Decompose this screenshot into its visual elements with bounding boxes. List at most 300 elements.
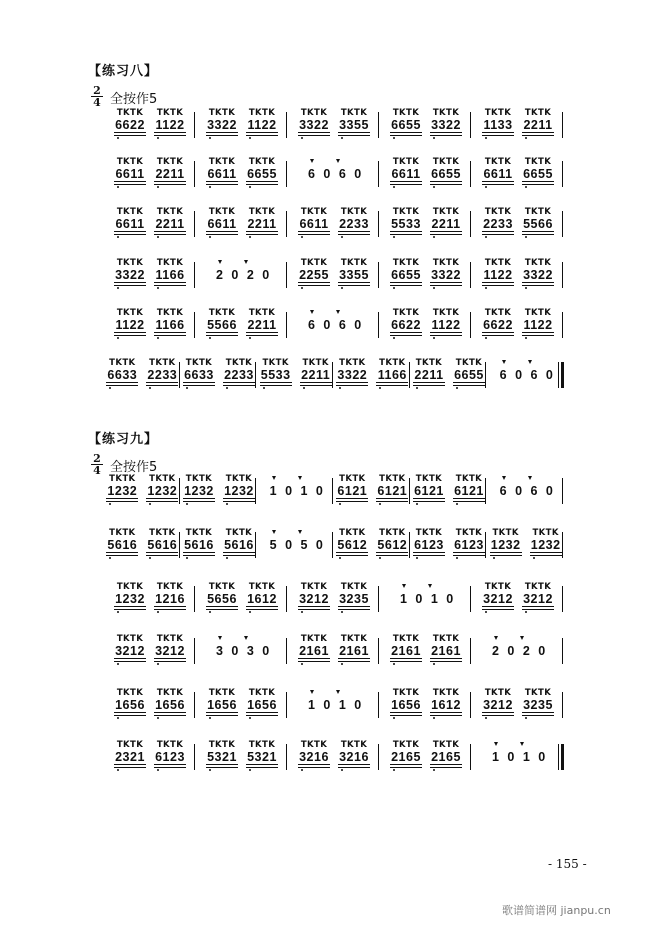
articulation-label: TKTK — [484, 688, 512, 698]
sixteenth-underline — [376, 555, 408, 556]
low-octave-dot — [157, 337, 159, 339]
low-octave-dot — [393, 717, 395, 719]
low-octave-dot — [393, 137, 395, 139]
accent-mark-icon — [298, 476, 302, 480]
note-digits: 1232 — [530, 538, 561, 552]
articulation-label: TKTK — [156, 634, 184, 644]
sixteenth-underline — [482, 285, 514, 286]
sixteenth-underline — [490, 555, 522, 556]
barline — [470, 312, 471, 338]
note-digits: 5612 — [337, 538, 368, 552]
sixteenth-underline — [390, 767, 422, 768]
low-octave-dot — [393, 186, 395, 188]
articulation-label: TKTK — [340, 634, 368, 644]
sixteenth-underline — [413, 385, 445, 386]
sixteenth-underline — [246, 715, 278, 716]
measure — [181, 474, 258, 514]
note-digits: 5321 — [247, 750, 277, 764]
articulation-label: TKTK — [208, 308, 236, 318]
articulation-label: TKTK — [524, 308, 552, 318]
note-group — [204, 582, 240, 622]
sixteenth-underline — [336, 385, 368, 386]
low-octave-dot — [301, 287, 303, 289]
note-digits: 6611 — [115, 167, 145, 181]
sixteenth-underline — [154, 767, 186, 768]
note-digits: 1656 — [155, 698, 185, 712]
sixteenth-underline — [413, 555, 445, 556]
note-group — [528, 528, 564, 568]
note-digits: 1232 — [107, 484, 138, 498]
sixteenth-underline — [430, 135, 462, 136]
note-digits: 1232 — [147, 484, 178, 498]
eighth-underline — [482, 132, 514, 133]
accent-mark-icon — [528, 360, 532, 364]
eighth-underline — [490, 552, 522, 553]
eighth-underline — [183, 498, 215, 499]
barline — [562, 211, 563, 237]
eighth-underline — [413, 382, 445, 383]
sixteenth-underline — [298, 661, 330, 662]
note-digits: 1656 — [247, 698, 277, 712]
sixteenth-underline — [338, 135, 370, 136]
note-digits: 3212 — [523, 592, 553, 606]
barline — [332, 478, 333, 504]
low-octave-dot — [301, 663, 303, 665]
articulation-label: TKTK — [109, 358, 136, 368]
eighth-underline — [430, 181, 462, 182]
exercise8-time-signature — [86, 85, 108, 108]
note-digits: 3322 — [523, 268, 553, 282]
eighth-underline — [298, 606, 330, 607]
quarter-notes: 1 0 1 0 — [269, 484, 323, 498]
articulation-label: TKTK — [248, 582, 276, 592]
sixteenth-underline — [390, 335, 422, 336]
sixteenth-underline — [154, 135, 186, 136]
accent-mark-icon — [310, 159, 314, 163]
articulation-label: TKTK — [156, 688, 184, 698]
note-digits: 3322 — [299, 118, 329, 132]
note-group — [334, 358, 370, 398]
articulation-label: TKTK — [248, 688, 276, 698]
articulation-label: TKTK — [156, 582, 184, 592]
note-group — [112, 308, 148, 348]
measure — [181, 528, 258, 568]
measure — [411, 528, 488, 568]
eighth-underline — [154, 712, 186, 713]
eighth-underline — [223, 498, 255, 499]
sixteenth-underline — [246, 184, 278, 185]
articulation-label: TKTK — [392, 688, 420, 698]
meter-denominator: 4 — [93, 464, 101, 477]
note-digits: 2165 — [431, 750, 461, 764]
eighth-underline — [206, 606, 238, 607]
note-digits: 1232 — [224, 484, 254, 498]
note-digits: 6655 — [454, 368, 484, 382]
note-group — [204, 688, 240, 728]
barline — [470, 692, 471, 718]
note-group — [152, 634, 188, 674]
sixteenth-underline — [246, 135, 278, 136]
barline — [255, 362, 256, 388]
accent-mark-icon — [502, 476, 506, 480]
note-group — [296, 634, 332, 674]
note-digits: 2211 — [414, 368, 444, 382]
barline — [470, 638, 471, 664]
staff-row — [104, 474, 564, 514]
note-digits: 3355 — [339, 118, 369, 132]
measure — [380, 634, 472, 674]
sixteenth-underline — [106, 501, 138, 502]
sixteenth-underline — [223, 501, 255, 502]
low-octave-dot — [485, 337, 487, 339]
measure — [380, 157, 472, 197]
eighth-underline — [376, 382, 408, 383]
sixteenth-underline — [298, 135, 330, 136]
articulation-label: TKTK — [392, 157, 420, 167]
articulation-label: TKTK — [392, 207, 420, 217]
note-group — [112, 688, 148, 728]
sixteenth-underline — [338, 234, 370, 235]
note-group — [520, 308, 556, 348]
eighth-underline — [376, 498, 408, 499]
low-octave-dot — [157, 236, 159, 238]
eighth-underline — [154, 181, 186, 182]
sixteenth-underline — [298, 609, 330, 610]
note-digits: 6633 — [184, 368, 214, 382]
measure — [104, 582, 196, 622]
note-group — [334, 474, 370, 514]
note-group — [152, 308, 188, 348]
measure — [104, 258, 196, 298]
eighth-underline — [206, 181, 238, 182]
eighth-underline — [146, 382, 178, 383]
note-group — [428, 634, 464, 674]
note-group — [221, 528, 257, 568]
articulation-label: TKTK — [340, 108, 368, 118]
articulation-label: TKTK — [208, 582, 236, 592]
note-group — [258, 358, 294, 398]
eighth-underline — [530, 552, 562, 553]
articulation-label: TKTK — [225, 474, 253, 484]
barline — [286, 586, 287, 612]
articulation-label: TKTK — [484, 258, 512, 268]
articulation-label: TKTK — [185, 474, 213, 484]
low-octave-dot — [117, 717, 119, 719]
low-octave-dot — [379, 557, 381, 559]
articulation-label: TKTK — [302, 358, 329, 368]
sixteenth-underline — [154, 609, 186, 610]
barline — [286, 112, 287, 138]
barline — [562, 161, 563, 187]
note-digits: 3322 — [337, 368, 368, 382]
note-digits: 1166 — [155, 318, 185, 332]
staff-row — [104, 207, 564, 247]
eighth-underline — [522, 132, 554, 133]
articulation-label: TKTK — [392, 108, 420, 118]
eighth-underline — [453, 552, 485, 553]
quarter-notes: 6 0 6 0 — [308, 318, 362, 332]
articulation-label: TKTK — [248, 207, 276, 217]
note-digits: 5533 — [260, 368, 291, 382]
low-octave-dot — [525, 337, 527, 339]
eighth-underline — [522, 606, 554, 607]
note-digits: 6123 — [155, 750, 185, 764]
barline — [470, 211, 471, 237]
articulation-label: TKTK — [455, 528, 483, 538]
low-octave-dot — [226, 557, 228, 559]
note-digits: 3355 — [339, 268, 369, 282]
low-octave-dot — [525, 186, 527, 188]
barline — [378, 586, 379, 612]
sixteenth-underline — [453, 501, 485, 502]
sixteenth-underline — [154, 184, 186, 185]
sixteenth-underline — [338, 285, 370, 286]
note-digits: 2211 — [247, 217, 277, 231]
sixteenth-underline — [206, 335, 238, 336]
final-barline-thin — [558, 362, 559, 388]
articulation-label: TKTK — [300, 740, 328, 750]
articulation-label: TKTK — [116, 634, 144, 644]
articulation-label: TKTK — [116, 157, 144, 167]
eighth-underline — [246, 231, 278, 232]
measure — [487, 358, 564, 398]
low-octave-dot — [485, 137, 487, 139]
barline — [562, 112, 563, 138]
note-digits: 2161 — [299, 644, 329, 658]
low-octave-dot — [117, 236, 119, 238]
sixteenth-underline — [453, 555, 485, 556]
eighth-underline — [146, 498, 178, 499]
low-octave-dot — [186, 557, 188, 559]
sixteenth-underline — [430, 285, 462, 286]
articulation-label: TKTK — [208, 157, 236, 167]
note-digits: 3322 — [431, 118, 461, 132]
note-group — [480, 258, 516, 298]
eighth-underline — [453, 382, 485, 383]
note-digits: 2233 — [147, 368, 178, 382]
low-octave-dot — [341, 769, 343, 771]
barline — [562, 586, 563, 612]
low-octave-dot — [393, 663, 395, 665]
articulation-label: TKTK — [455, 474, 483, 484]
note-group — [244, 207, 280, 247]
articulation-label: TKTK — [300, 582, 328, 592]
low-octave-dot — [209, 769, 211, 771]
eighth-underline — [246, 181, 278, 182]
sixteenth-underline — [390, 715, 422, 716]
articulation-label: TKTK — [392, 308, 420, 318]
note-group — [428, 308, 464, 348]
articulation-label: TKTK — [524, 258, 552, 268]
articulation-label: TKTK — [392, 258, 420, 268]
note-group — [520, 688, 556, 728]
measure — [104, 688, 196, 728]
note-group — [388, 157, 424, 197]
accent-mark-icon — [310, 690, 314, 694]
low-octave-dot — [157, 137, 159, 139]
sixteenth-underline — [114, 335, 146, 336]
note-group — [488, 528, 524, 568]
barline — [378, 161, 379, 187]
note-group — [336, 634, 372, 674]
low-octave-dot — [341, 287, 343, 289]
note-digits: 3322 — [115, 268, 145, 282]
articulation-label: TKTK — [116, 258, 144, 268]
articulation-label: TKTK — [248, 108, 276, 118]
articulation-label: TKTK — [392, 740, 420, 750]
barline — [562, 262, 563, 288]
low-octave-dot — [485, 186, 487, 188]
sixteenth-underline — [114, 184, 146, 185]
note-digits: 5612 — [377, 538, 408, 552]
accent-mark-icon — [428, 584, 432, 588]
meter-denominator: 4 — [93, 96, 101, 109]
sixteenth-underline — [336, 555, 368, 556]
low-octave-dot — [157, 663, 159, 665]
sixteenth-underline — [206, 135, 238, 136]
note-group — [204, 308, 240, 348]
articulation-label: TKTK — [492, 528, 519, 538]
low-octave-dot — [186, 387, 188, 389]
accent-mark-icon — [402, 584, 406, 588]
note-group — [112, 157, 148, 197]
eighth-underline — [430, 282, 462, 283]
low-octave-dot — [393, 769, 395, 771]
eighth-underline — [430, 231, 462, 232]
low-octave-dot — [456, 387, 458, 389]
eighth-underline — [206, 132, 238, 133]
articulation-label: TKTK — [225, 528, 253, 538]
low-octave-dot — [525, 287, 527, 289]
articulation-label: TKTK — [484, 582, 512, 592]
note-group — [221, 474, 257, 514]
measure — [487, 474, 564, 514]
note-digits: 3212 — [155, 644, 185, 658]
articulation-label: TKTK — [379, 528, 406, 538]
barline — [332, 362, 333, 388]
articulation-label: TKTK — [208, 207, 236, 217]
barline — [179, 478, 180, 504]
eighth-underline — [430, 658, 462, 659]
sixteenth-underline — [390, 661, 422, 662]
eighth-underline — [114, 181, 146, 182]
note-group — [336, 108, 372, 148]
eighth-underline — [298, 282, 330, 283]
note-group — [374, 358, 410, 398]
sixteenth-underline — [430, 234, 462, 235]
quarter-notes: 5 0 5 0 — [269, 538, 323, 552]
note-group — [388, 108, 424, 148]
note-group — [334, 528, 370, 568]
note-digits: 6655 — [247, 167, 277, 181]
note-digits: 6123 — [454, 538, 484, 552]
sixteenth-underline — [376, 385, 408, 386]
eighth-underline — [114, 332, 146, 333]
measure — [196, 688, 288, 728]
note-digits: 1122 — [483, 268, 513, 282]
note-group — [388, 634, 424, 674]
site-watermark: 歌谱简谱网 jianpu.cn — [502, 904, 611, 917]
exercise9-time-signature — [86, 453, 108, 476]
accent-mark-icon — [336, 159, 340, 163]
meter-numerator: 2 — [93, 84, 101, 97]
articulation-label: TKTK — [116, 308, 144, 318]
barline — [378, 211, 379, 237]
low-octave-dot — [109, 557, 111, 559]
barline — [286, 638, 287, 664]
sixteenth-underline — [206, 767, 238, 768]
sixteenth-underline — [246, 767, 278, 768]
barline — [179, 532, 180, 558]
low-octave-dot — [303, 387, 305, 389]
exercise9-instruction: 全按作5 — [110, 460, 158, 475]
sixteenth-underline — [154, 335, 186, 336]
note-group — [144, 358, 180, 398]
eighth-underline — [246, 712, 278, 713]
eighth-underline — [390, 132, 422, 133]
low-octave-dot — [433, 186, 435, 188]
low-octave-dot — [379, 387, 381, 389]
note-digits: 1656 — [391, 698, 421, 712]
note-digits: 6123 — [414, 538, 444, 552]
barline — [255, 478, 256, 504]
note-digits: 2211 — [247, 318, 277, 332]
articulation-label: TKTK — [300, 634, 328, 644]
measure — [104, 528, 181, 568]
accent-mark-icon — [494, 636, 498, 640]
barline — [485, 532, 486, 558]
eighth-underline — [522, 181, 554, 182]
low-octave-dot — [525, 236, 527, 238]
note-digits: 2255 — [299, 268, 329, 282]
accent-mark-icon — [528, 476, 532, 480]
eighth-underline — [298, 132, 330, 133]
eighth-underline — [106, 498, 138, 499]
note-group — [520, 582, 556, 622]
note-group — [336, 207, 372, 247]
staff-row — [104, 688, 564, 728]
articulation-label: TKTK — [432, 258, 460, 268]
articulation-label: TKTK — [248, 157, 276, 167]
measure — [104, 634, 196, 674]
sixteenth-underline — [246, 234, 278, 235]
articulation-label: TKTK — [484, 108, 512, 118]
staff-row — [104, 740, 564, 780]
articulation-label: TKTK — [156, 157, 184, 167]
articulation-label: TKTK — [415, 528, 443, 538]
eighth-underline — [338, 132, 370, 133]
note-group — [480, 157, 516, 197]
note-group — [296, 207, 332, 247]
articulation-label: TKTK — [532, 528, 559, 538]
barline — [286, 692, 287, 718]
note-group — [480, 108, 516, 148]
articulation-label: TKTK — [116, 108, 144, 118]
eighth-underline — [246, 332, 278, 333]
sixteenth-underline — [482, 335, 514, 336]
note-digits: 1216 — [155, 592, 185, 606]
articulation-label: TKTK — [185, 358, 213, 368]
barline — [332, 532, 333, 558]
articulation-label: TKTK — [248, 308, 276, 318]
low-octave-dot — [186, 503, 188, 505]
note-digits: 6611 — [299, 217, 329, 231]
barline — [194, 586, 195, 612]
exercise8-title: 【练习八】 — [88, 64, 159, 79]
articulation-label: TKTK — [156, 108, 184, 118]
low-octave-dot — [117, 186, 119, 188]
sixteenth-underline — [146, 385, 178, 386]
